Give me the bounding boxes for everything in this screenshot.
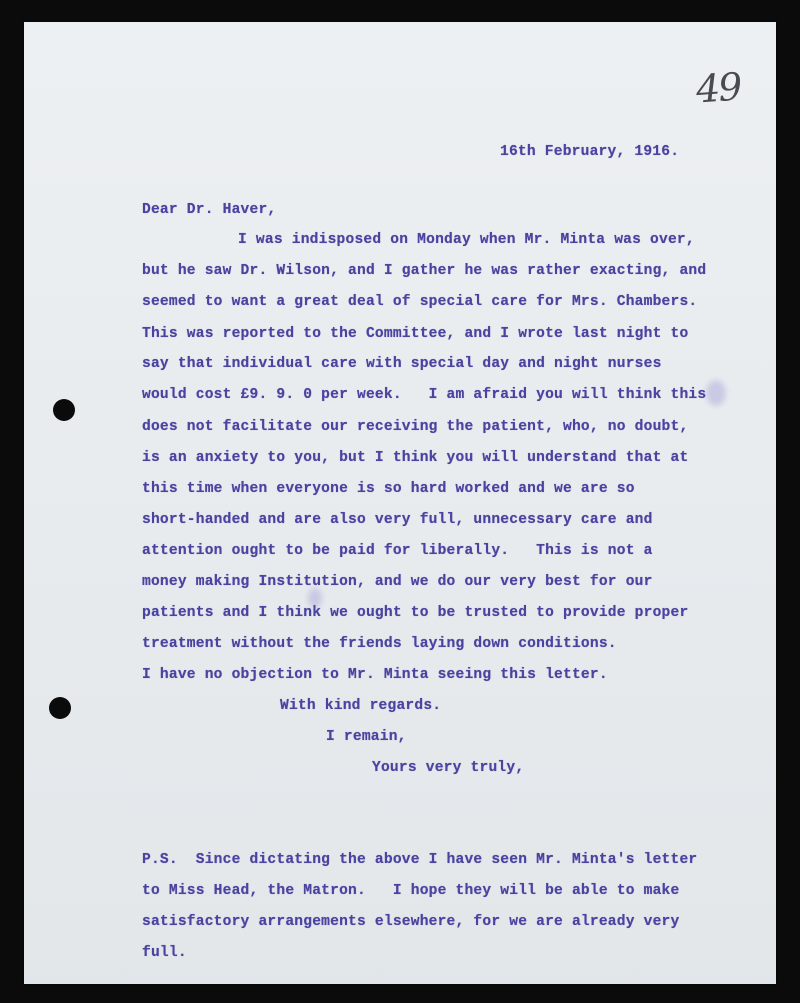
postscript-line: satisfactory arrangements elsewhere, for we are already very (142, 914, 680, 930)
body-line: patients and I think we ought to be trusted to provide proper (142, 605, 689, 621)
body-line: would cost £9. 9. 0 per week. I am afraid you will think this (142, 387, 707, 403)
body-line: I was indisposed on Monday when Mr. Minta was over, (238, 232, 695, 248)
body-line: money making Institution, and we do our very best for our (142, 574, 653, 590)
body-line: say that individual care with special day and night nurses (142, 356, 662, 372)
body-line: this time when everyone is so hard worked and we are so (142, 481, 635, 497)
ink-smudge (706, 380, 726, 406)
punch-hole (49, 697, 71, 719)
body-line: I have no objection to Mr. Minta seeing this letter. (142, 667, 608, 683)
body-line: does not facilitate our receiving the patient, who, no doubt, (142, 419, 689, 435)
body-line: but he saw Dr. Wilson, and I gather he was rather exacting, and (142, 263, 707, 279)
body-line: This was reported to the Committee, and I wrote last night to (142, 326, 689, 342)
body-line: is an anxiety to you, but I think you will understand that at (142, 450, 689, 466)
letter-date: 16th February, 1916. (500, 144, 680, 160)
postscript-line: to Miss Head, the Matron. I hope they will be able to make (142, 883, 680, 899)
body-line: seemed to want a great deal of special care for Mrs. Chambers. (142, 294, 698, 310)
ink-smudge (308, 588, 322, 608)
closing-regards: With kind regards. (280, 698, 442, 714)
salutation: Dear Dr. Haver, (142, 202, 277, 218)
postscript-line: P.S. Since dictating the above I have seen Mr. Minta's letter (142, 852, 698, 868)
body-line: treatment without the friends laying down conditions. (142, 636, 617, 652)
closing-remain: I remain, (326, 729, 407, 745)
body-line: attention ought to be paid for liberally. This is not a (142, 543, 653, 559)
page-number: 49 (694, 64, 742, 112)
punch-hole (53, 399, 75, 421)
letter-page (24, 22, 776, 984)
closing-signoff: Yours very truly, (372, 760, 525, 776)
postscript-line: full. (142, 945, 187, 961)
body-line: short-handed and are also very full, unnecessary care and (142, 512, 653, 528)
